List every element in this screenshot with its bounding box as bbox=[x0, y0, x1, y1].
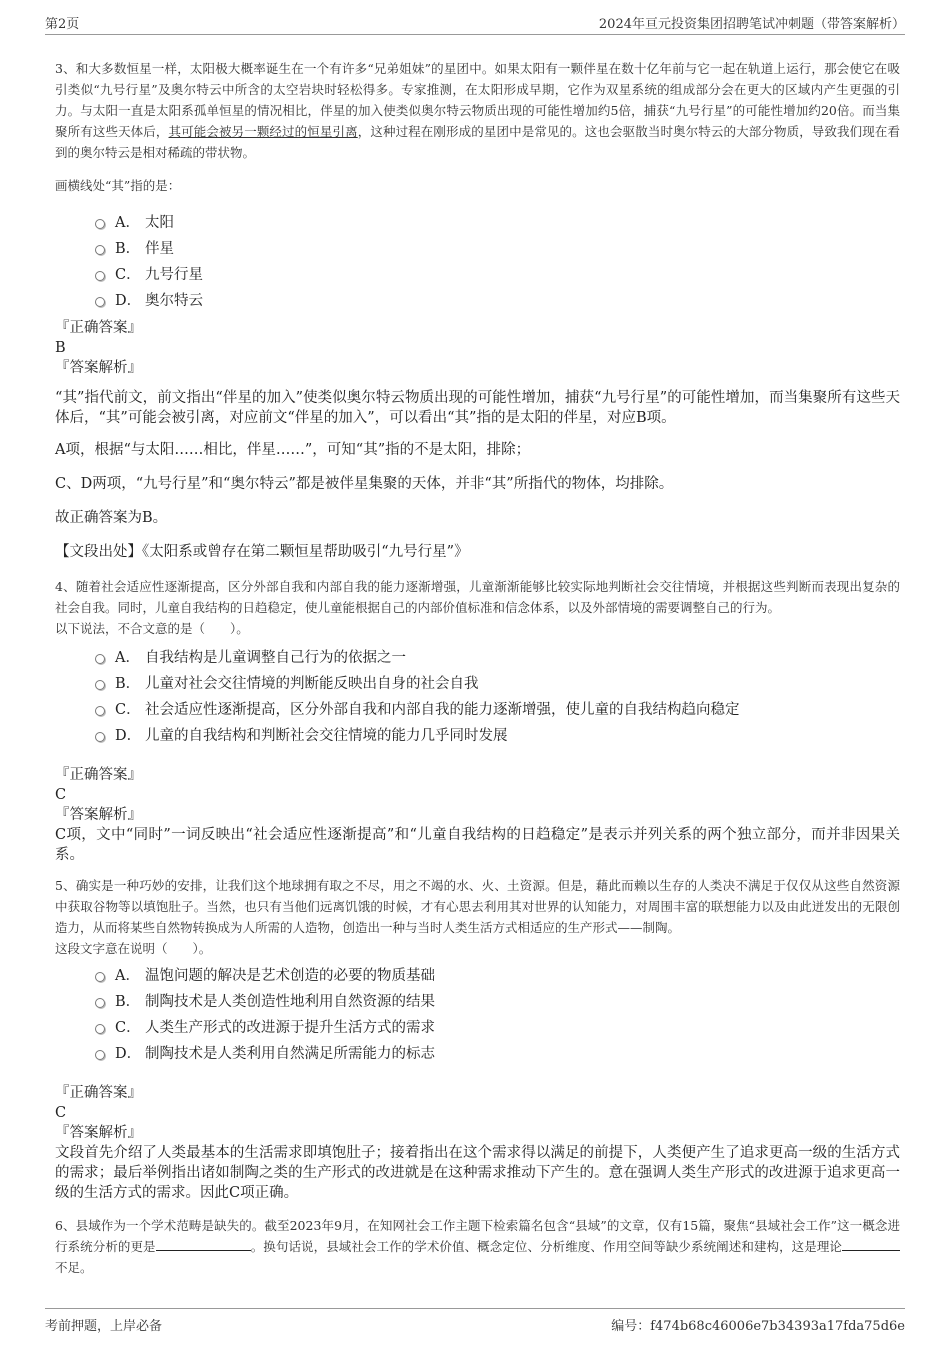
option-letter: D． bbox=[115, 727, 142, 744]
question-5-text: 5、确实是一种巧妙的安排，让我们这个地球拥有取之不尽，用之不竭的水、火、土资源。但是，藉此而赖以生存的人类决不满足于仅仅从这些自然资源中获取谷物等以填饱肚子。当然，也只有当他们远离饥饿的时候，才有心思去利用其对世界的认知能力，对周围丰富的联想能力以及由此迸发出的无限创造力，从而将某些自然物转换成为人所需的人造物，创造出一种与当时人类生活方式相适应的生产形式——制陶。 bbox=[55, 878, 900, 935]
option-d[interactable] bbox=[95, 721, 900, 747]
option-text: 太阳 bbox=[145, 214, 174, 231]
option-text: 自我结构是儿童调整自己行为的依据之一 bbox=[145, 649, 406, 666]
correct-answer: B bbox=[55, 340, 66, 356]
analysis-paragraph: C、D两项，“九号行星”和“奥尔特云”都是被伴星集聚的天体，并非“其”所指代的物体，均排除。 bbox=[55, 476, 674, 492]
option-letter: B． bbox=[115, 675, 141, 692]
analysis-paragraph: A项，根据“与太阳……相比，伴星……”，可知“其”指的不是太阳，排除； bbox=[55, 442, 531, 458]
option-b[interactable] bbox=[95, 669, 900, 695]
question-3-options bbox=[95, 208, 900, 312]
radio-icon[interactable] bbox=[95, 706, 105, 716]
analysis-paragraph: “其”指代前文，前文指出“伴星的加入”使类似奥尔特云物质出现的可能性增加，捕获“九号行星”的可能性增加，而当集聚所有这些天体后，“其”可能会被引离，对应前文“伴星的加入”，可以看出“其”指的是太阳的伴星，对应B项。 bbox=[55, 390, 900, 426]
correct-answer-label: 『正确答案』 bbox=[55, 1085, 142, 1101]
radio-icon[interactable] bbox=[95, 972, 105, 982]
option-text: 奥尔特云 bbox=[145, 292, 203, 309]
option-text: 人类生产形式的改进源于提升生活方式的需求 bbox=[145, 1019, 435, 1036]
underlined-phrase: 其可能会被另一颗经过的恒星引离 bbox=[168, 124, 358, 139]
radio-icon[interactable] bbox=[95, 654, 105, 664]
analysis-paragraph: 故正确答案为B。 bbox=[55, 510, 168, 526]
correct-answer-label: 『正确答案』 bbox=[55, 767, 142, 783]
option-letter: B． bbox=[115, 240, 141, 257]
option-text: 温饱问题的解决是艺术创造的必要的物质基础 bbox=[145, 967, 435, 984]
question-3-prompt: 画横线处“其”指的是： bbox=[55, 178, 181, 193]
radio-icon[interactable] bbox=[95, 998, 105, 1008]
option-text: 儿童对社会交往情境的判断能反映出自身的社会自我 bbox=[145, 675, 479, 692]
option-text: 制陶技术是人类利用自然满足所需能力的标志 bbox=[145, 1045, 435, 1062]
option-b[interactable] bbox=[95, 234, 900, 260]
analysis-label: 『答案解析』 bbox=[55, 1125, 142, 1141]
question-4-options bbox=[95, 643, 900, 747]
question-4-text: 4、随着社会适应性逐渐提高，区分外部自我和内部自我的能力逐渐增强，儿童渐渐能够比较实际地判断社会交往情境，并根据这些判断而表现出复杂的社会自我。同时，儿童自我结构的日趋稳定，使儿童能根据自己的内部价值标准和信念体系，以及外部情境的需要调整自己的行为。 bbox=[55, 579, 900, 615]
fill-in-blank[interactable] bbox=[842, 1236, 900, 1251]
radio-icon[interactable] bbox=[95, 680, 105, 690]
question-3-text-part: ，这种过程在刚形成的星团中是常见的。这也会驱散当时奥尔特云的大部分物质，导致我们现在看到的奥尔特云是相对稀疏的带状物。 bbox=[55, 124, 900, 160]
option-letter: C． bbox=[115, 1019, 141, 1036]
option-text: 制陶技术是人类创造性地利用自然资源的结果 bbox=[145, 993, 435, 1010]
page-footer bbox=[45, 1308, 905, 1334]
question-6-text-part: 6、县域作为一个学术范畴是缺失的。截至2023年9月，在知网社会工作主题下检索篇名包含“县域”的文章，仅有15篇，聚焦“县域社会工作”这一概念进行系统分析的更是 bbox=[55, 1218, 900, 1254]
option-letter: A． bbox=[115, 214, 140, 231]
question-6-text bbox=[55, 1215, 900, 1278]
analysis-label: 『答案解析』 bbox=[55, 360, 142, 376]
option-text: 九号行星 bbox=[145, 266, 203, 283]
option-text: 儿童的自我结构和判断社会交往情境的能力几乎同时发展 bbox=[145, 727, 508, 744]
document-title: 2024年亘元投资集团招聘笔试冲刺题（带答案解析） bbox=[598, 17, 905, 32]
option-letter: A． bbox=[115, 649, 140, 666]
option-d[interactable] bbox=[95, 1039, 900, 1065]
question-6-text-part: 不足。 bbox=[55, 1260, 93, 1275]
radio-icon[interactable] bbox=[95, 271, 105, 281]
correct-answer-label: 『正确答案』 bbox=[55, 320, 142, 336]
radio-icon[interactable] bbox=[95, 219, 105, 229]
option-letter: A． bbox=[115, 967, 140, 984]
radio-icon[interactable] bbox=[95, 1050, 105, 1060]
main-content bbox=[55, 58, 900, 1278]
option-letter: D． bbox=[115, 292, 142, 309]
option-a[interactable] bbox=[95, 208, 900, 234]
document-id: 编号：f474b68c46006e7b34393a17fda75d6e bbox=[611, 1319, 905, 1334]
radio-icon[interactable] bbox=[95, 1024, 105, 1034]
radio-icon[interactable] bbox=[95, 297, 105, 307]
question-3-text-part: 3、和大多数恒星一样，太阳极大概率诞生在一个有许多“兄弟姐妹”的星团中。如果太阳有一颗伴星在数十亿年前与它一起在轨道上运行，那会使它在吸引类似“九号行星”及奥尔特云中所含的太空岩块时轻松得多。专家推测，在太阳形成早期，它作为双星系统的组成部分会在更大的区域内产生更强的引力。与太阳一直是太阳系孤单恒星的情况相比，伴星的加入使类似奥尔特云物质出现的可能性增加约5倍，捕获“九号行星”的可能性增加约20倍。而当集聚所有这些天体后， bbox=[55, 61, 900, 139]
option-c[interactable] bbox=[95, 1013, 900, 1039]
option-letter: C． bbox=[115, 266, 141, 283]
source-citation: 【文段出处】《太阳系或曾存在第二颗恒星帮助吸引“九号行星”》 bbox=[55, 544, 469, 560]
fill-in-blank[interactable] bbox=[156, 1236, 251, 1251]
question-6-text-part: 。换句话说，县域社会工作的学术价值、概念定位、分析维度、作用空间等缺少系统阐述和建构，这是理论 bbox=[250, 1239, 842, 1254]
option-a[interactable] bbox=[95, 961, 900, 987]
question-5-options bbox=[95, 961, 900, 1065]
question-5-prompt: 这段文字意在说明（ ）。 bbox=[55, 941, 212, 956]
analysis-paragraph: 文段首先介绍了人类最基本的生活需求即填饱肚子；接着指出在这个需求得以满足的前提下，人类便产生了追求更高一级的生活方式的需求；最后举例指出诸如制陶之类的生产形式的改进就是在这种需求推动下产生的。意在强调人类生产形式的改进源于追求更高一级的生活方式的需求。因此C项正确。 bbox=[55, 1145, 900, 1201]
footer-slogan: 考前押题，上岸必备 bbox=[45, 1319, 163, 1334]
option-b[interactable] bbox=[95, 987, 900, 1013]
question-4-prompt: 以下说法，不合文意的是（ ）。 bbox=[55, 621, 249, 636]
analysis-paragraph: C项，文中“同时”一词反映出“社会适应性逐渐提高”和“儿童自我结构的日趋稳定”是表示并列关系的两个独立部分，而并非因果关系。 bbox=[55, 827, 900, 863]
analysis-label: 『答案解析』 bbox=[55, 807, 142, 823]
option-text: 伴星 bbox=[145, 240, 174, 257]
question-3-text bbox=[55, 58, 900, 163]
correct-answer: C bbox=[55, 787, 67, 803]
option-a[interactable] bbox=[95, 643, 900, 669]
page-header bbox=[45, 10, 905, 35]
option-letter: D． bbox=[115, 1045, 142, 1062]
option-text: 社会适应性逐渐提高，区分外部自我和内部自我的能力逐渐增强，使儿童的自我结构趋向稳定 bbox=[145, 701, 740, 718]
page-number: 第2页 bbox=[45, 17, 80, 32]
radio-icon[interactable] bbox=[95, 245, 105, 255]
correct-answer: C bbox=[55, 1105, 67, 1121]
option-c[interactable] bbox=[95, 260, 900, 286]
option-letter: C． bbox=[115, 701, 141, 718]
option-d[interactable] bbox=[95, 286, 900, 312]
option-c[interactable] bbox=[95, 695, 900, 721]
radio-icon[interactable] bbox=[95, 732, 105, 742]
option-letter: B． bbox=[115, 993, 141, 1010]
